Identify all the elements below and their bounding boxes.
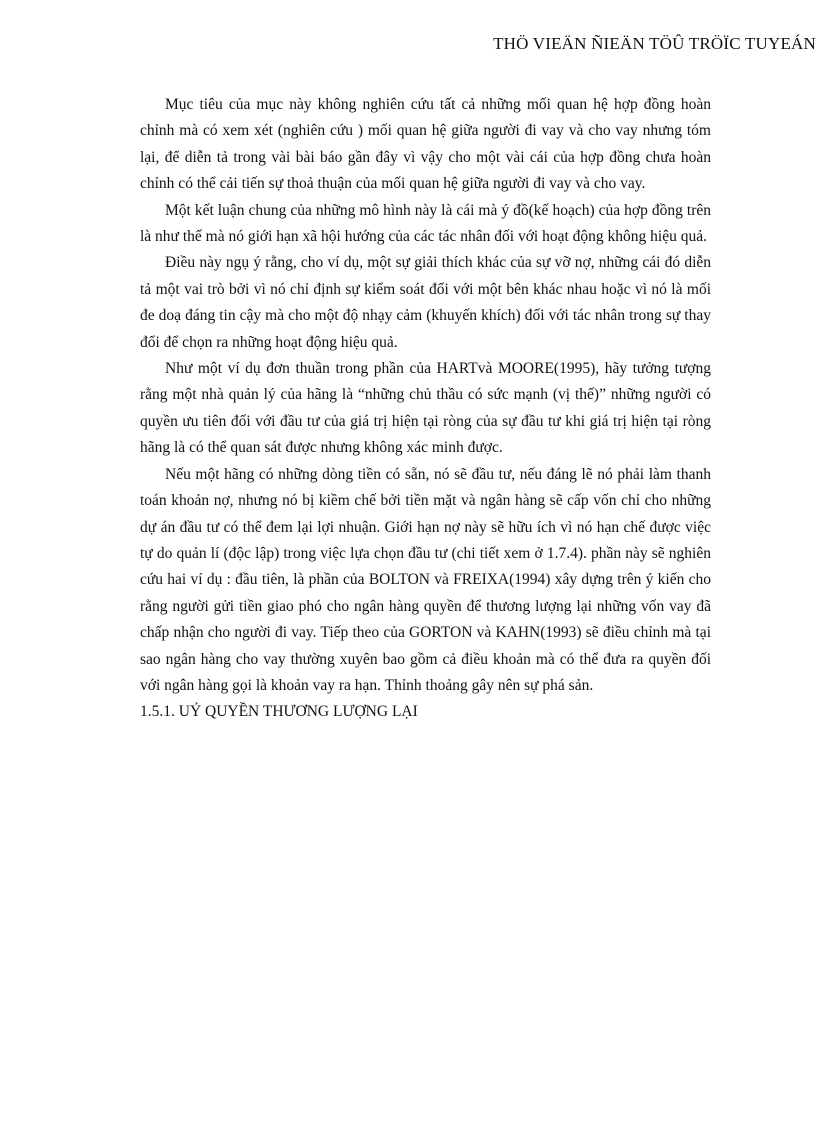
page-header: THÖ VIEÄN ÑIEÄN TÖÛ TRÖÏC TUYEÁN	[493, 34, 816, 53]
paragraph-implication: Điều này ngụ ý rằng, cho ví dụ, một sự giải thích khác của sự vỡ nợ, những cái đó diễn tả một vai trò bởi vì nó chỉ định sự kiểm soát đối với một bên khác nhau hoặc vì nó là mối đe doạ đáng tin cậy mà cho một độ nhạy cảm (khuyến khích) đối với tác nhân trong sự thay đổi để chọn ra những hoạt động hiệu quả.	[140, 254, 711, 351]
paragraph-intro: Mục tiêu của mục này không nghiên cứu tất cả những mối quan hệ hợp đồng hoàn chỉnh mà có xem xét (nghiên cứu ) mối quan hệ giữa người đi vay và cho vay nhưng tóm lại, để diễn tả trong vài bài báo gần đây vì vậy cho một vài cái của hợp đồng chưa hoàn chỉnh có thể cải tiến sự thoả thuận của mối quan hệ giữa người đi vay và cho vay.	[140, 96, 711, 193]
paragraph-cashflow: Nếu một hãng có những dòng tiền có sẵn, nó sẽ đầu tư, nếu đáng lẽ nó phải làm thanh toán khoản nợ, nhưng nó bị kiềm chế bởi tiền mặt và ngân hàng sẽ cấp vốn chỉ cho những dự án đầu tư có thể đem lại lợi nhuận. Giới hạn nợ này sẽ hữu ích vì nó hạn chế được việc tự do quản lí (độc lập) trong việc lựa chọn đầu tư (chi tiết xem ở 1.7.4). phần này sẽ nghiên cứu hai ví dụ : đầu tiên, là phần của BOLTON và FREIXA(1994) xây dựng trên ý kiến cho rằng người gửi tiền giao phó cho ngân hàng quyền để thương lượng lại những vốn vay đã chấp nhận cho người đi vay. Tiếp theo của GORTON và KAHN(1993) sẽ điều chỉnh mà tại sao ngân hàng cho vay thường xuyên bao gồm cả điều khoản mà có thể đưa ra quyền đối với ngân hàng gọi là khoản vay ra hạn. Thỉnh thoảng gây nên sự phá sản.	[140, 465, 711, 694]
section-heading: 1.5.1. UỶ QUYỀN THƯƠNG LƯỢNG LẠI	[140, 703, 418, 721]
document-body	[140, 92, 711, 726]
paragraph-conclusion: Một kết luận chung của những mô hình này là cái mà ý đồ(kế hoạch) của hợp đồng trên là như thế mà nó giới hạn xã hội hướng của các tác nhân đối với hoạt động không hiệu quả.	[140, 201, 711, 246]
paragraph-example: Như một ví dụ đơn thuần trong phần của HARTvà MOORE(1995), hãy tưởng tượng rằng một nhà quản lý của hãng là “những chủ thầu có sức mạnh (vị thế)” những người có quyền ưu tiên đối với đầu tư của giá trị hiện tại ròng của sự đầu tư khi giá trị hiện tại ròng hãng là có thể quan sát được nhưng không xác minh được.	[140, 360, 711, 457]
